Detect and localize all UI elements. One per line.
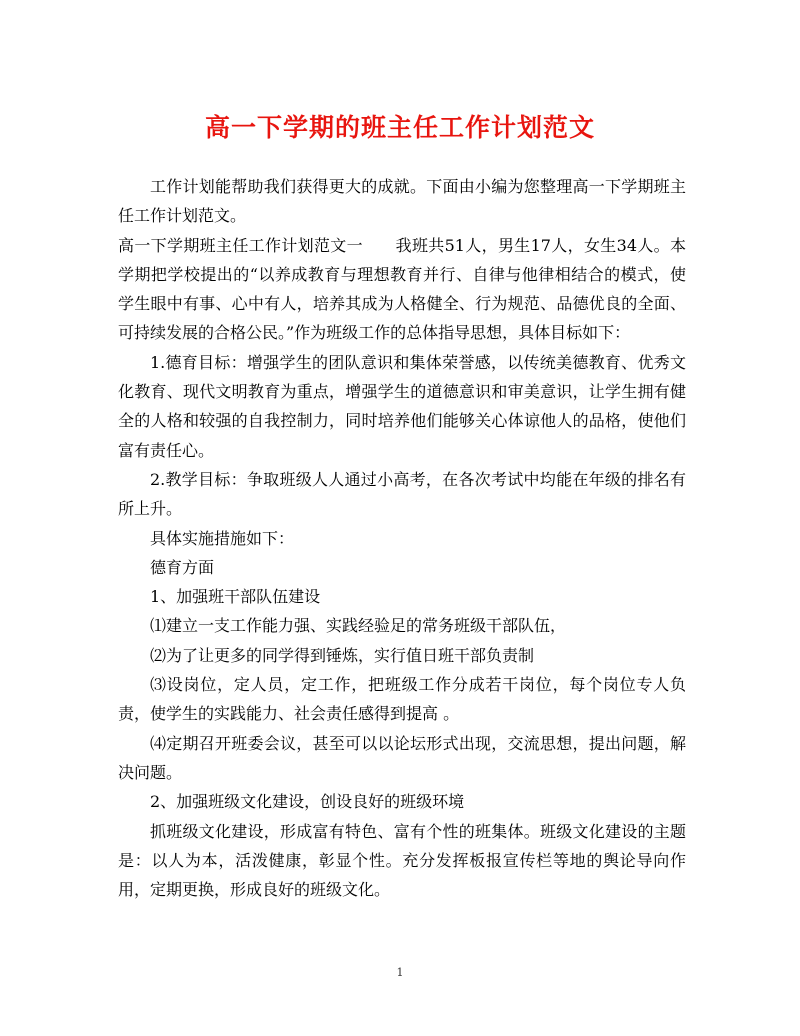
- cadre-item-1: ⑴建立一支工作能力强、实践经验足的常务班级干部队伍，: [150, 616, 567, 636]
- document-title: 高一下学期的班主任工作计划范文: [204, 113, 595, 142]
- teaching-goal-paragraph: 2.教学目标：争取班级人人通过小高考，在各次考试中均能在年级的排名有所上升。: [118, 469, 686, 519]
- class-overview-paragraph: 高一下学期班主任工作计划范文一 我班共51人，男生17人，女生34人。本学期把学校提出的“以养成教育与理想教育并行、自律与他律相结合的模式，使学生眼中有事、心中有人，培养其成为人格健全、行为规范、品德优良的全面、可持续发展的合格公民。”作为班级工作的总体指导思想，具体目标如下：: [118, 235, 686, 343]
- page-number: 1: [396, 966, 404, 979]
- culture-heading: 2、加强班级文化建设，创设良好的班级环境: [150, 792, 465, 812]
- document-body: [118, 172, 686, 904]
- intro-paragraph: 工作计划能帮助我们获得更大的成就。下面由小编为您整理高一下学期班主任工作计划范文。: [118, 177, 686, 226]
- cadre-item-2: ⑵为了让更多的同学得到锤炼，实行值日班干部负责制: [150, 645, 535, 665]
- measures-heading: 具体实施措施如下：: [150, 528, 295, 548]
- moral-goal-paragraph: 1.德育目标：增强学生的团队意识和集体荣誉感，以传统美德教育、优秀文化教育、现代文明教育为重点，增强学生的道德意识和审美意识，让学生拥有健全的人格和较强的自我控制力，同时培养他们能够关心体谅他人的品格，使他们富有责任心。: [118, 352, 686, 460]
- moral-section-heading: 德育方面: [150, 557, 215, 577]
- cadre-heading: 1、加强班干部队伍建设: [150, 587, 321, 607]
- culture-paragraph: 抓班级文化建设，形成富有特色、富有个性的班集体。班级文化建设的主题是：以人为本，活泼健康，彰显个性。充分发挥板报宣传栏等地的舆论导向作用，定期更换，形成良好的班级文化。: [118, 821, 686, 900]
- cadre-item-3: ⑶设岗位，定人员，定工作，把班级工作分成若干岗位，每个岗位专人负责，使学生的实践能力、社会责任感得到提高 。: [118, 675, 686, 724]
- cadre-item-4: ⑷定期召开班委会议，甚至可以以论坛形式出现，交流思想，提出问题，解决问题。: [118, 733, 686, 782]
